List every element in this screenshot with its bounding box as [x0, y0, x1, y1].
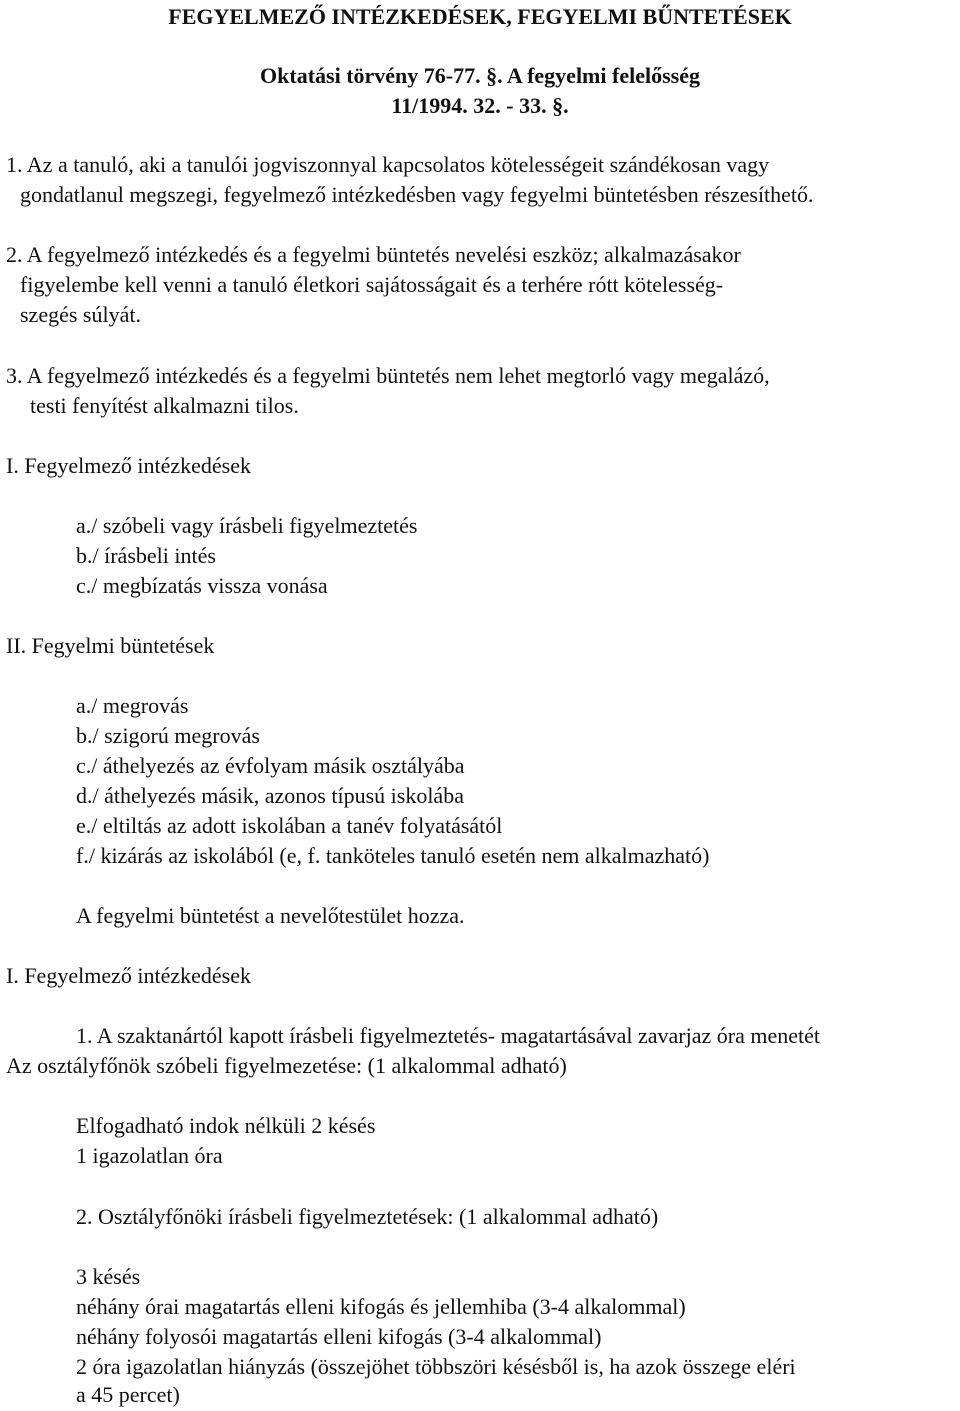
- list-item: b./ írásbeli intés: [76, 543, 216, 568]
- list-item: néhány folyosói magatartás elleni kifogás (3-4 alkalommal): [76, 1324, 602, 1349]
- list-item: néhány órai magatartás elleni kifogás és jellemhiba (3-4 alkalommal): [76, 1294, 686, 1319]
- list-item: a./ szóbeli vagy írásbeli figyelmeztetés: [76, 513, 418, 538]
- list-item: e./ eltiltás az adott iskolában a tanév folyatásától: [76, 813, 503, 838]
- list-item: d./ áthelyezés másik, azonos típusú iskolába: [76, 783, 464, 808]
- section-2-note: A fegyelmi büntetést a nevelőtestület hozza.: [76, 903, 465, 928]
- list-item: 1 igazolatlan óra: [76, 1143, 223, 1168]
- list-item: Elfogadható indok nélküli 2 késés: [76, 1113, 376, 1138]
- section-3-item-2: 2. Osztályfőnöki írásbeli figyelmeztetések: (1 alkalommal adható): [76, 1204, 659, 1229]
- paragraph-1-line-1: 1. Az a tanuló, aki a tanulói jogviszonnyal kapcsolatos kötelességeit szándékosan vagy: [6, 152, 770, 177]
- paragraph-3-line-1: 3. A fegyelmező intézkedés és a fegyelmi büntetés nem lehet megtorló vagy megalázó,: [6, 363, 770, 388]
- paragraph-2-line-3: szegés súlyát.: [20, 302, 141, 327]
- section-3-heading: I. Fegyelmező intézkedések: [6, 963, 251, 988]
- law-reference-line2: 11/1994. 32. - 33. §.: [391, 93, 569, 118]
- section-2-heading: II. Fegyelmi büntetések: [6, 633, 215, 658]
- paragraph-2-line-1: 2. A fegyelmező intézkedés és a fegyelmi büntetés nevelési eszköz; alkalmazásakor: [6, 242, 741, 267]
- section-1-heading: I. Fegyelmező intézkedések: [6, 453, 251, 478]
- list-item: b./ szigorú megrovás: [76, 723, 260, 748]
- section-3-item-1-line-1: 1. A szaktanártól kapott írásbeli figyelmeztetés- magatartásával zavarjaz óra menetét: [76, 1023, 820, 1048]
- list-item: a 45 percet): [76, 1382, 180, 1407]
- document-title: FEGYELMEZŐ INTÉZKEDÉSEK, FEGYELMI BŰNTETÉSEK: [168, 4, 792, 29]
- list-item: c./ megbízatás vissza vonása: [76, 573, 328, 598]
- paragraph-2-line-2: figyelembe kell venni a tanuló életkori sajátosságait és a terhére rótt kötelesség-: [20, 272, 724, 297]
- law-reference-line1: Oktatási törvény 76-77. §. A fegyelmi felelősség: [260, 63, 700, 88]
- paragraph-3-line-2: testi fenyítést alkalmazni tilos.: [30, 393, 299, 418]
- section-3-item-1-line-2: Az osztályfőnök szóbeli figyelmezetése: (1 alkalommal adható): [6, 1053, 567, 1078]
- list-item: a./ megrovás: [76, 693, 189, 718]
- list-item: 2 óra igazolatlan hiányzás (összejöhet többszöri késésből is, ha azok összege eléri: [76, 1354, 796, 1379]
- list-item: f./ kizárás az iskolából (e, f. tanköteles tanuló esetén nem alkalmazható): [76, 843, 710, 868]
- list-item: 3 késés: [76, 1264, 141, 1289]
- list-item: c./ áthelyezés az évfolyam másik osztályába: [76, 753, 465, 778]
- paragraph-1-line-2: gondatlanul megszegi, fegyelmező intézkedésben vagy fegyelmi büntetésben részesíthető.: [20, 182, 814, 207]
